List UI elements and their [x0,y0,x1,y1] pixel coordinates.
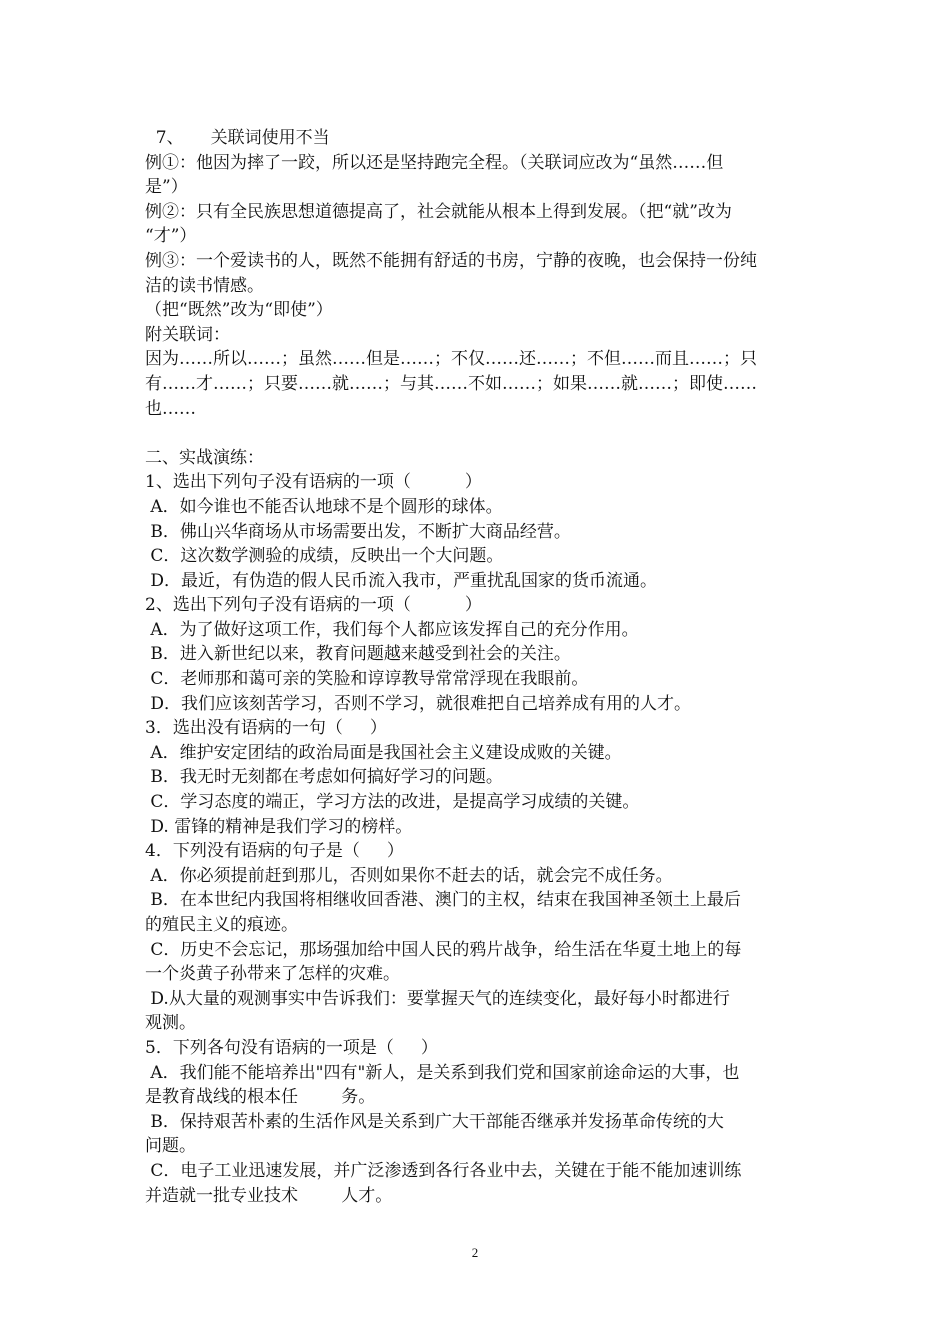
conjunctions-line-3: 也…… [145,398,196,419]
q5-option-a-line-2: 是教育战线的根本任 务。 [145,1087,376,1108]
example-3-note: （把“既然”改为“即使”） [145,300,333,321]
section-heading-7: 7、 关联词使用不当 [145,128,330,148]
q3-option-d: D. 雷锋的精神是我们学习的榜样。 [145,816,413,837]
example-1-line-2: 是”） [145,177,188,198]
q2-option-d: D．我们应该刻苦学习，否则不学习，就很难把自己培养成有用的人才。 [145,693,692,714]
q1-option-d: D．最近，有伪造的假人民币流入我市，严重扰乱国家的货币流通。 [145,570,658,591]
q5-option-a-line-1: A．我们能不能培养出"四有"新人，是关系到我们党和国家前途命运的大事，也 [145,1062,740,1083]
practice-heading: 二、实战演练： [145,447,264,468]
q1-option-a: A．如今谁也不能否认地球不是个圆形的球体。 [145,496,503,517]
q1-option-c: C．这次数学测验的成绩，反映出一个大问题。 [145,546,504,567]
q4-option-b-line-2: 的殖民主义的痕迹。 [145,915,298,935]
q1-option-b: B．佛山兴华商场从市场需要出发，不断扩大商品经营。 [145,521,571,542]
question-2: 2、选出下列句子没有语病的一项（ ） [145,595,482,616]
q3-option-a: A．维护安定团结的政治局面是我国社会主义建设成败的关键。 [145,742,622,763]
question-3: 3．选出没有语病的一句（ ） [145,718,387,739]
q2-option-a: A．为了做好这项工作，我们每个人都应该发挥自己的充分作用。 [145,619,639,640]
q5-option-c-line-1: C．电子工业迅速发展，并广泛渗透到各行各业中去，关键在于能不能加速训练 [145,1160,742,1181]
page-number: 2 [471,1245,479,1260]
q5-option-b-line-1: B．保持艰苦朴素的生活作风是关系到广大干部能否继承并发扬革命传统的大 [145,1111,724,1132]
conjunctions-line-1: 因为……所以……；虽然……但是……；不仅……还……；不但……而且……；只 [145,349,757,370]
question-5: 5．下列各句没有语病的一项是（ ） [145,1037,438,1058]
example-1-line-1: 例①：他因为摔了一跤，所以还是坚持跑完全程。（关联词应改为“虽然……但 [145,152,724,173]
q5-option-c-line-2: 并造就一批专业技术 人才。 [145,1185,393,1206]
conjunctions-heading: 附关联词： [145,324,230,345]
conjunctions-line-2: 有……才……；只要……就……；与其……不如……；如果……就……；即使…… [145,373,757,394]
q4-option-d-line-1: D.从大量的观测事实中告诉我们：要掌握天气的连续变化，最好每小时都进行 [145,988,730,1009]
q2-option-c: C．老师那和蔼可亲的笑脸和谆谆教导常常浮现在我眼前。 [145,669,589,690]
example-2-line-2: “才”） [145,226,197,247]
q4-option-a: A．你必须提前赶到那儿，否则如果你不赶去的话，就会完不成任务。 [145,865,673,886]
q2-option-b: B．进入新世纪以来，教育问题越来越受到社会的关注。 [145,644,571,665]
example-3-line-1: 例③：一个爱读书的人，既然不能拥有舒适的书房，宁静的夜晚，也会保持一份纯 [145,250,757,271]
question-4: 4．下列没有语病的句子是（ ） [145,841,404,862]
question-1: 1、选出下列句子没有语病的一项（ ） [145,472,482,493]
page-content [145,126,815,1208]
q4-option-b-line-1: B．在本世纪内我国将相继收回香港、澳门的主权，结束在我国神圣领土上最后 [145,890,741,911]
q4-option-d-line-2: 观测。 [145,1013,196,1034]
q3-option-c: C．学习态度的端正，学习方法的改进，是提高学习成绩的关键。 [145,792,640,813]
q5-option-b-line-2: 问题。 [145,1136,196,1157]
example-3-line-2: 洁的读书情感。 [145,275,264,296]
q4-option-c-line-1: C．历史不会忘记，那场强加给中国人民的鸦片战争，给生活在华夏土地上的每 [145,939,742,960]
q3-option-b: B．我无时无刻都在考虑如何搞好学习的问题。 [145,767,503,788]
q4-option-c-line-2: 一个炎黄子孙带来了怎样的灾难。 [145,964,400,985]
example-2-line-1: 例②：只有全民族思想道德提高了，社会就能从根本上得到发展。（把“就”改为 [145,201,732,222]
blank-line [145,421,815,446]
